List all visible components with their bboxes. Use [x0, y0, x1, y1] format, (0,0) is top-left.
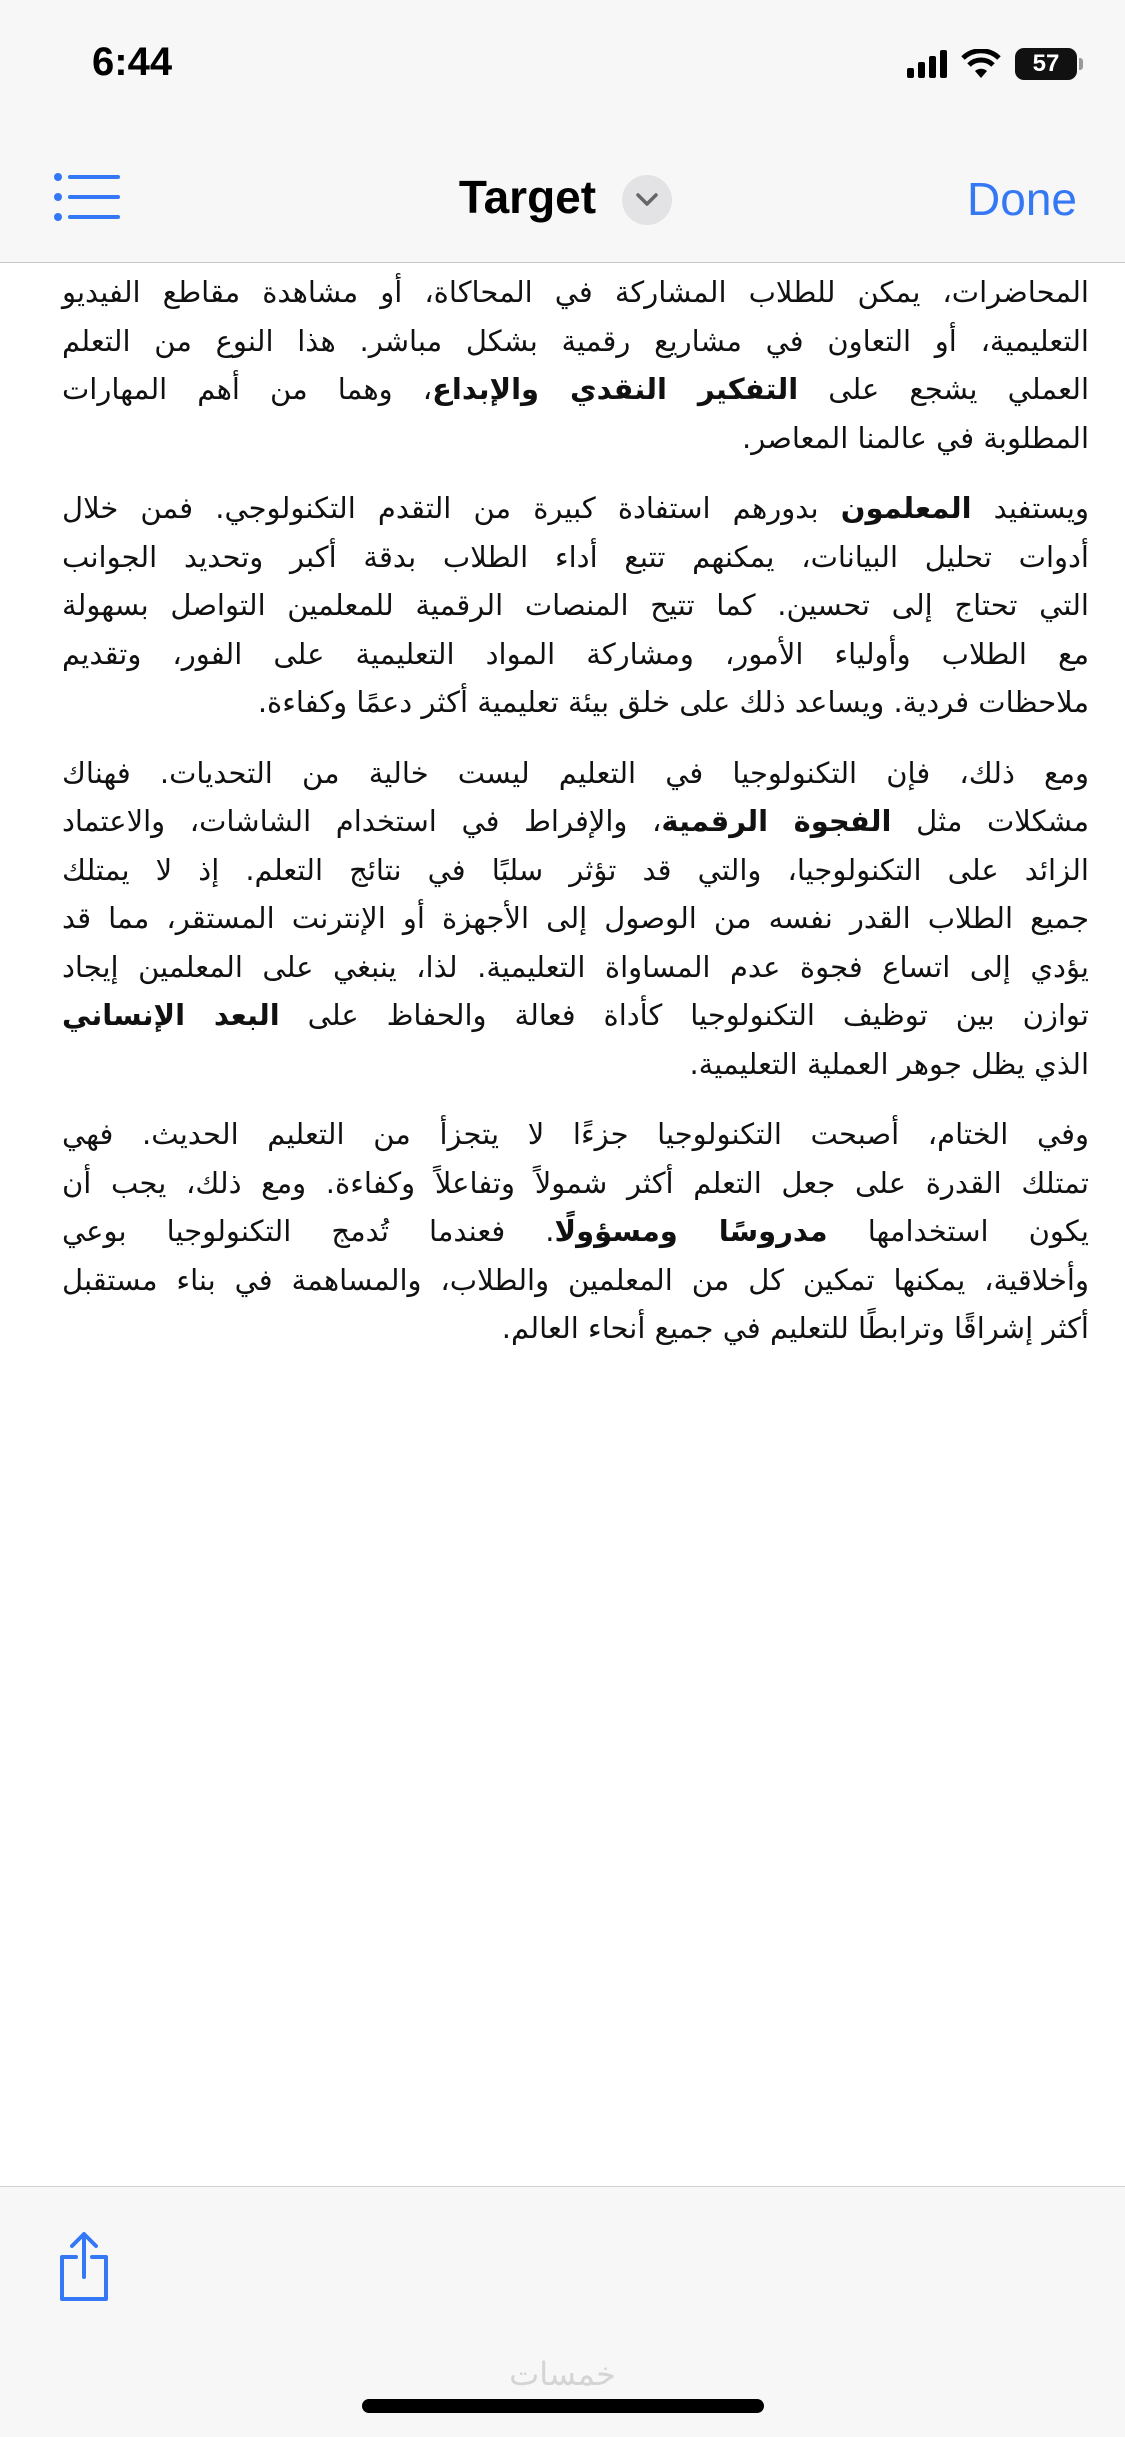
text-line: [62, 484, 1089, 533]
battery-indicator: 57: [1015, 48, 1077, 80]
text-line: [62, 1304, 1089, 1353]
text-span: أكثر إشراقًا وترابطًا للتعليم في جميع أنحاء العالم.: [501, 1311, 1089, 1345]
text-span: يؤدي إلى اتساع فجوة عدم المساواة التعليمية. لذا، ينبغي على المعلمين إيجاد: [62, 949, 1089, 984]
text-span: وفي الختام، أصبحت التكنولوجيا جزءًا لا يتجزأ من التعليم الحديث. فهي: [62, 1117, 1089, 1151]
bottom-toolbar: [0, 2186, 1125, 2437]
text-span: ملاحظات فردية. ويساعد ذلك على خلق بيئة تعليمية أكثر دعمًا وكفاءة.: [257, 685, 1089, 719]
paragraph: [62, 484, 1089, 727]
status-time: 6:44: [92, 40, 173, 84]
paragraph: [62, 1110, 1089, 1353]
text-span: ويستفيد: [971, 491, 1090, 525]
text-span: مع الطلاب وأولياء الأمور، ومشاركة المواد التعليمية على الفور، وتقديم: [62, 636, 1089, 671]
document-title[interactable]: Target: [458, 171, 597, 223]
text-span: مشكلات مثل: [891, 804, 1089, 838]
document-body: [62, 268, 1089, 1375]
text-line: [62, 533, 1089, 582]
text-line: [62, 414, 1089, 463]
wifi-icon: [961, 49, 1001, 79]
text-line: [62, 991, 1089, 1040]
navigation-bar: [0, 130, 1125, 263]
bold-text: مدروسًا ومسؤولًا: [554, 1214, 828, 1248]
text-line: [62, 1040, 1089, 1089]
text-span: . فعندما تُدمج التكنولوجيا بوعي: [62, 1214, 555, 1248]
text-line: [62, 846, 1089, 895]
text-line: [62, 749, 1089, 798]
text-line: [62, 1207, 1089, 1256]
chevron-down-icon: [636, 193, 658, 207]
bold-text: البعد الإنساني: [62, 998, 280, 1032]
signal-icon: [907, 50, 947, 78]
watermark: خمسات: [509, 2355, 616, 2393]
text-span: الذي يظل جوهر العملية التعليمية.: [689, 1046, 1089, 1081]
done-button[interactable]: Done: [967, 173, 1077, 225]
text-span: المحاضرات، يمكن للطلاب المشاركة في المحاكاة، أو مشاهدة مقاطع الفيديو: [62, 275, 1089, 309]
text-line: [62, 797, 1089, 846]
text-span: المطلوبة في عالمنا المعاصر.: [742, 420, 1089, 455]
text-span: وأخلاقية، يمكنها تمكين كل من المعلمين والطلاب، والمساهمة في بناء مستقبل: [62, 1262, 1089, 1297]
paragraph: [62, 749, 1089, 1089]
text-span: أدوات تحليل البيانات، يمكنهم تتبع أداء الطلاب بدقة أكبر وتحديد الجوانب: [62, 539, 1089, 574]
text-line: [62, 1159, 1089, 1208]
text-span: ، والإفراط في استخدام الشاشات، والاعتماد: [62, 804, 662, 838]
text-span: تمتلك القدرة على جعل التعلم أكثر شمولاً وتفاعلاً وكفاءة. ومع ذلك، يجب أن: [62, 1165, 1089, 1200]
home-indicator[interactable]: [362, 2399, 764, 2413]
text-span: التي تحتاج إلى تحسين. كما تتيح المنصات الرقمية للمعلمين التواصل بسهولة: [62, 588, 1089, 622]
text-line: [62, 317, 1089, 366]
status-icons: [907, 48, 1077, 80]
text-span: يكون استخدامها: [827, 1214, 1089, 1248]
text-line: [62, 678, 1089, 727]
text-span: الزائد على التكنولوجيا، والتي قد تؤثر سلبًا في نتائج التعلم. إذ لا يمتلك: [62, 852, 1089, 887]
paragraph: [62, 268, 1089, 462]
text-span: ومع ذلك، فإن التكنولوجيا في التعليم ليست خالية من التحديات. فهناك: [62, 755, 1089, 790]
bold-text: الفجوة الرقمية: [661, 804, 892, 838]
text-span: العملي يشجع على: [798, 372, 1090, 406]
share-icon[interactable]: [56, 2231, 112, 2303]
text-span: جميع الطلاب القدر نفسه من الوصول إلى الأجهزة أو الإنترنت المستقر، مما قد: [62, 901, 1089, 935]
bold-text: التفكير النقدي والإبداع: [432, 372, 799, 406]
text-line: [62, 943, 1089, 992]
bold-text: المعلمون: [840, 491, 972, 525]
text-span: ، وهما من أهم المهارات: [62, 372, 433, 406]
status-bar: [0, 0, 1125, 130]
text-line: [62, 581, 1089, 630]
text-span: التعليمية، أو التعاون في مشاريع رقمية بشكل مباشر. هذا النوع من التعلم: [62, 323, 1089, 358]
text-line: [62, 1110, 1089, 1159]
text-line: [62, 365, 1089, 414]
title-menu-button[interactable]: [622, 175, 672, 225]
text-span: توازن بين توظيف التكنولوجيا كأداة فعالة والحفاظ على: [279, 998, 1089, 1032]
text-line: [62, 630, 1089, 679]
text-line: [62, 268, 1089, 317]
text-line: [62, 1256, 1089, 1305]
text-span: بدورهم استفادة كبيرة من التقدم التكنولوجي. فمن خلال: [62, 491, 841, 525]
text-line: [62, 894, 1089, 943]
